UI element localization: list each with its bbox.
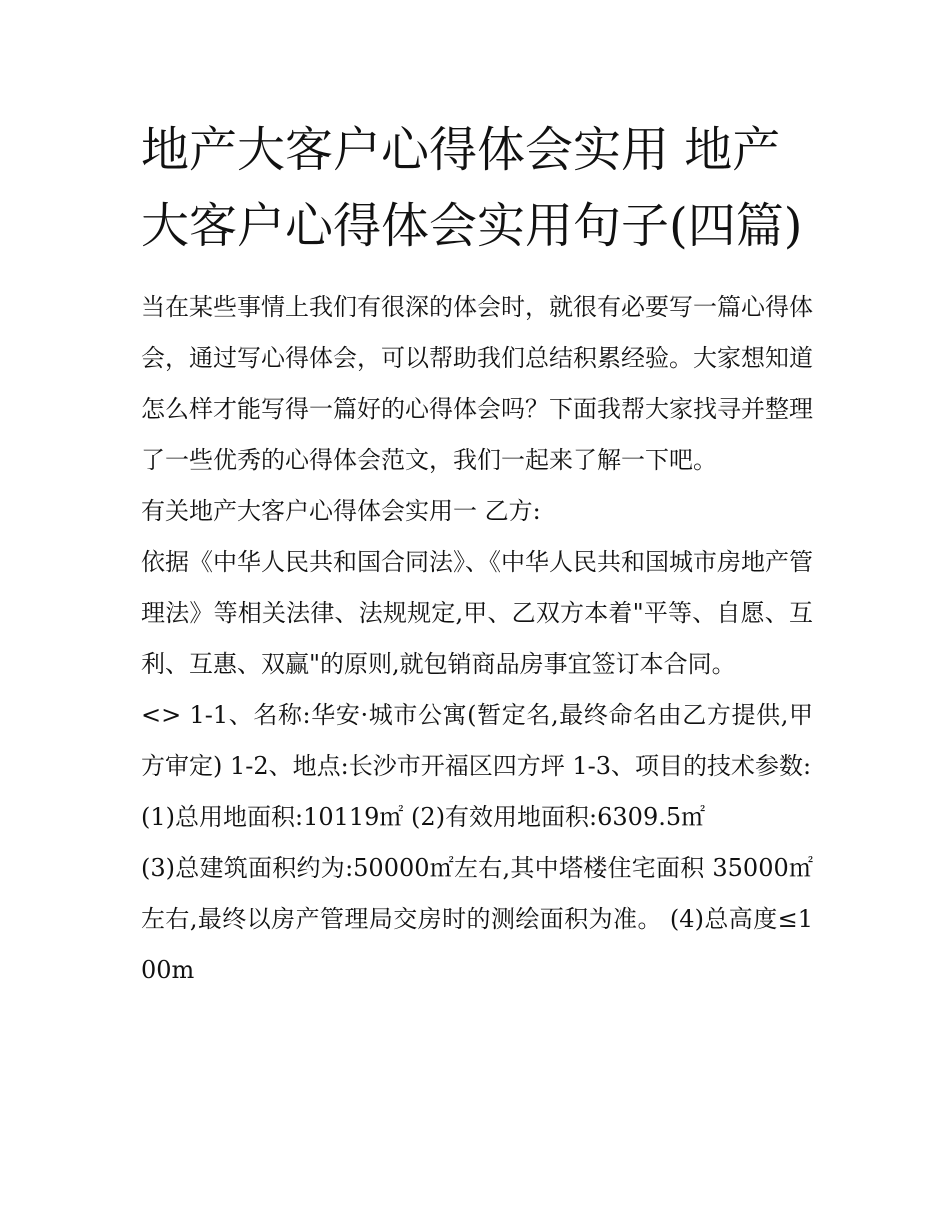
section-heading: 有关地产大客户心得体会实用一 乙方: — [141, 497, 541, 525]
document-page — [141, 112, 813, 996]
land-area-paragraph: (1)总用地面积:10119㎡ (2)有效用地面积:6309.5㎡ — [141, 803, 706, 831]
project-info-paragraph: <> 1-1、名称:华安·城市公寓(暂定名,最终命名由乙方提供,甲方审定) 1-2、地点:长沙市开福区四方坪 1-3、项目的技术参数: — [141, 701, 813, 780]
building-area-paragraph: (3)总建筑面积约为:50000㎡左右,其中塔楼住宅面积 35000㎡左右,最终以房产管理局交房时的测绘面积为准。 (4)总高度≤100m — [141, 854, 813, 984]
intro-paragraph: 当在某些事情上我们有很深的体会时，就很有必要写一篇心得体会，通过写心得体会，可以帮助我们总结积累经验。大家想知道怎么样才能写得一篇好的心得体会吗？下面我帮大家找寻并整理了一些优秀的心得体会范文，我们一起来了解一下吧。 — [141, 293, 813, 474]
contract-basis-paragraph: 依据《中华人民共和国合同法》、《中华人民共和国城市房地产管理法》等相关法律、法规规定,甲、乙双方本着"平等、自愿、互利、互惠、双赢"的原则,就包销商品房事宜签订本合同。 — [141, 548, 813, 678]
document-body — [141, 282, 813, 996]
document-title: 地产大客户心得体会实用 地产大客户心得体会实用句子(四篇) — [141, 122, 803, 254]
